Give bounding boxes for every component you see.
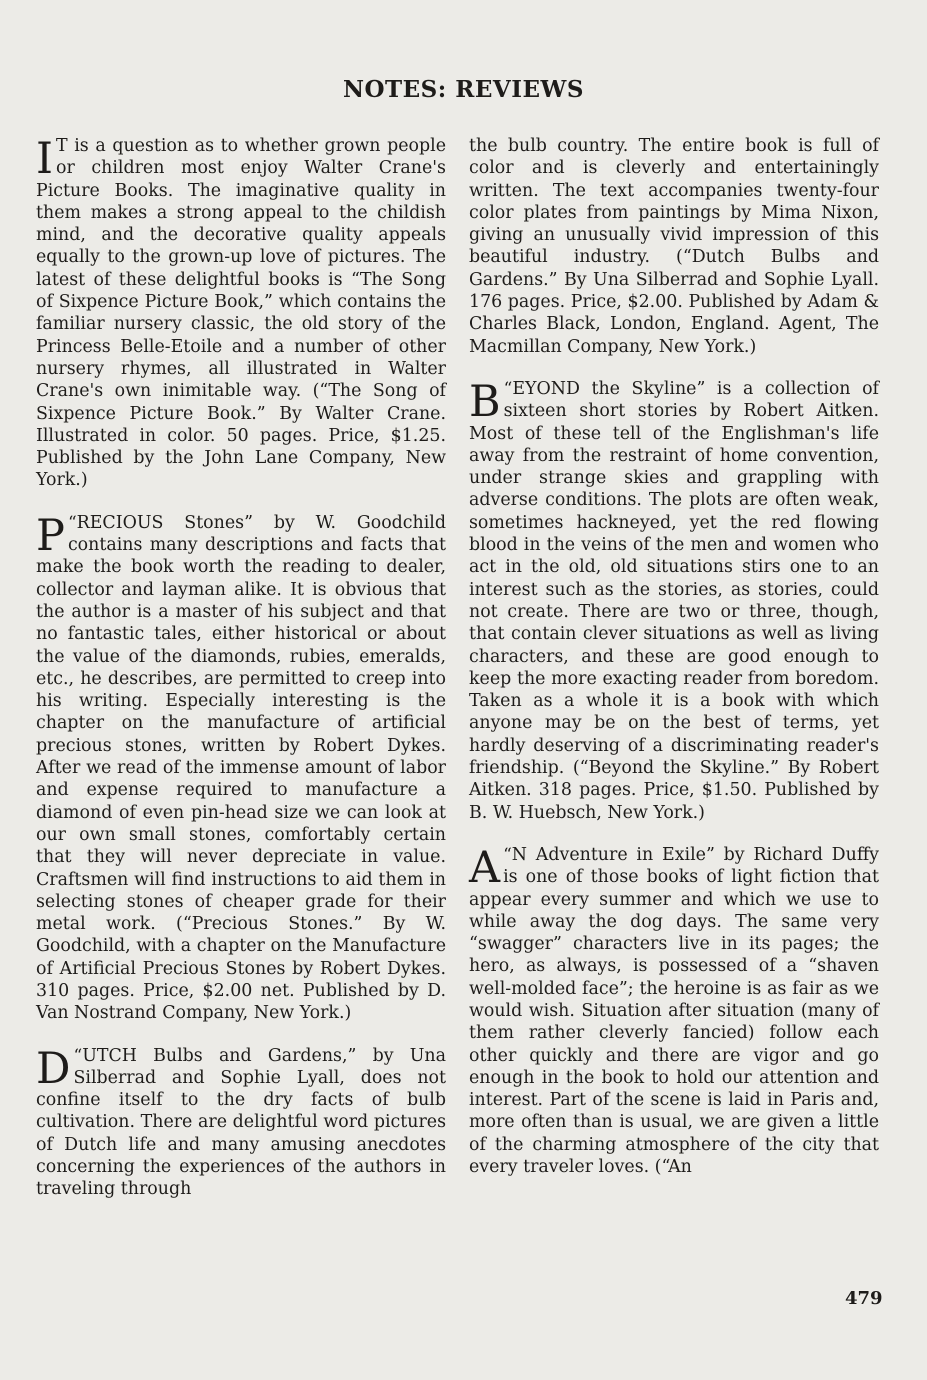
opening-quote: “ [67, 512, 77, 533]
review-precious-stones [36, 512, 446, 1025]
drop-cap: A [469, 842, 501, 893]
opening-quote: “ [503, 378, 513, 399]
review-beyond-the-skyline [469, 378, 879, 824]
review-body: EYOND the Skyline” is a collection of sixteen short stories by Robert Aitken. Most of these tell of the Englishman's life away from the restraint of home convention, under strange skies and grappling with adverse conditions. The plots are often weak, sometimes hackneyed, yet the red flowing blood in the veins of the men and women who act in the old, old situations stirs one to an interest such as the stories, as stories, could not create. There are two or three, though, that contain clever situations as well as living characters, and these are good enough to keep the more exacting reader from boredom. Taken as a whole it is a book with which anyone may be on the best of terms, yet hardly deserving of a discriminating reader's friendship. (“Beyond the Skyline.” By Robert Aitken. 318 pages. Price, $1.50. Published by B. W. Huebsch, New York.) [469, 378, 879, 823]
review-body: T is a question as to whether grown people or children most enjoy Walter Crane's Picture Books. The imaginative quality in them makes a strong appeal to the childish mind, and the decorative quality appeals equally to the grown-up love of pictures. The latest of these delightful books is “The Song of Sixpence Picture Book,” which contains the familiar nursery classic, the old story of the Princess Belle-Etoile and a number of other nursery rhymes, all illustrated in Walter Crane's own inimitable way. (“The Song of Sixpence Picture Book.” By Walter Crane. Illustrated in color. 50 pages. Price, $1.25. Published by the John Lane Company, New York.) [36, 136, 446, 491]
drop-cap: P [36, 510, 65, 561]
page-number: 479 [845, 1288, 883, 1309]
opening-quote: “ [73, 1045, 83, 1066]
review-body: UTCH Bulbs and Gardens,” by Una Silberrad and Sophie Lyall, does not confine itself to the dry facts of bulb cultivation. There are delightful word pictures of Dutch life and many amusing anecdotes concerning the experiences of the authors in traveling through [36, 1045, 446, 1200]
drop-cap: D [36, 1043, 71, 1094]
opening-quote: “ [503, 844, 512, 865]
review-dutch-bulbs [36, 1045, 446, 1201]
drop-cap: I [36, 134, 53, 184]
drop-cap: B [469, 376, 501, 427]
review-body: RECIOUS Stones” by W. Goodchild contains many descriptions and facts that make the book worth the reading to dealer, collector and layman alike. It is obvious that the author is a master of his subject and that no fantastic tales, either historical or about the value of the diamonds, rubies, emeralds, etc., he describes, are permitted to creep into his writing. Especially interesting is the chapter on the manufacture of artificial precious stones, written by Robert Dykes. After we read of the immense amount of labor and expense required to manufacture a diamond of even pin-head size we can look at our own small stones, comfortably certain that they will never depreciate in value. Craftsmen will find instructions to aid them in selecting stones of cheaper grade for their metal work. (“Precious Stones.” By W. Goodchild, with a chapter on the Manufacture of Artificial Precious Stones by Robert Dykes. 310 pages. Price, $2.00 net. Published by D. Van Nostrand Company, New York.) [36, 512, 446, 1024]
review-body: N Adventure in Exile” by Richard Duffy is one of those books of light fiction that appear every summer and which we use to while away the dog days. The same very “swagger” characters live in its pages; the hero, as always, is possessed of a “shaven well-molded face”; the heroine is as fair as we would wish. Situation after situation (many of them rather cleverly fancied) follow each other quickly and there are vigor and go enough in the book to hold our attention and interest. Part of the scene is laid in Paris and, more often than is usual, we are given a little of the charming atmosphere of the city that every traveler loves. (“An [469, 844, 879, 1178]
review-body: the bulb country. The entire book is full of color and is cleverly and entertainingly written. The text accompanies twenty-four color plates from paintings by Mima Nixon, giving an unusually vivid impression of this beautiful industry. (“Dutch Bulbs and Gardens.” By Una Silberrad and Sophie Lyall. 176 pages. Price, $2.00. Published by Adam & Charles Black, London, England. Agent, The Macmillan Company, New York.) [469, 136, 879, 357]
right-column [469, 135, 879, 1178]
review-walter-crane [36, 135, 446, 492]
review-adventure-in-exile [469, 844, 879, 1178]
review-dutch-bulbs-continued [469, 135, 879, 358]
page-title: NOTES: REVIEWS [342, 76, 585, 103]
left-column [36, 135, 446, 1201]
